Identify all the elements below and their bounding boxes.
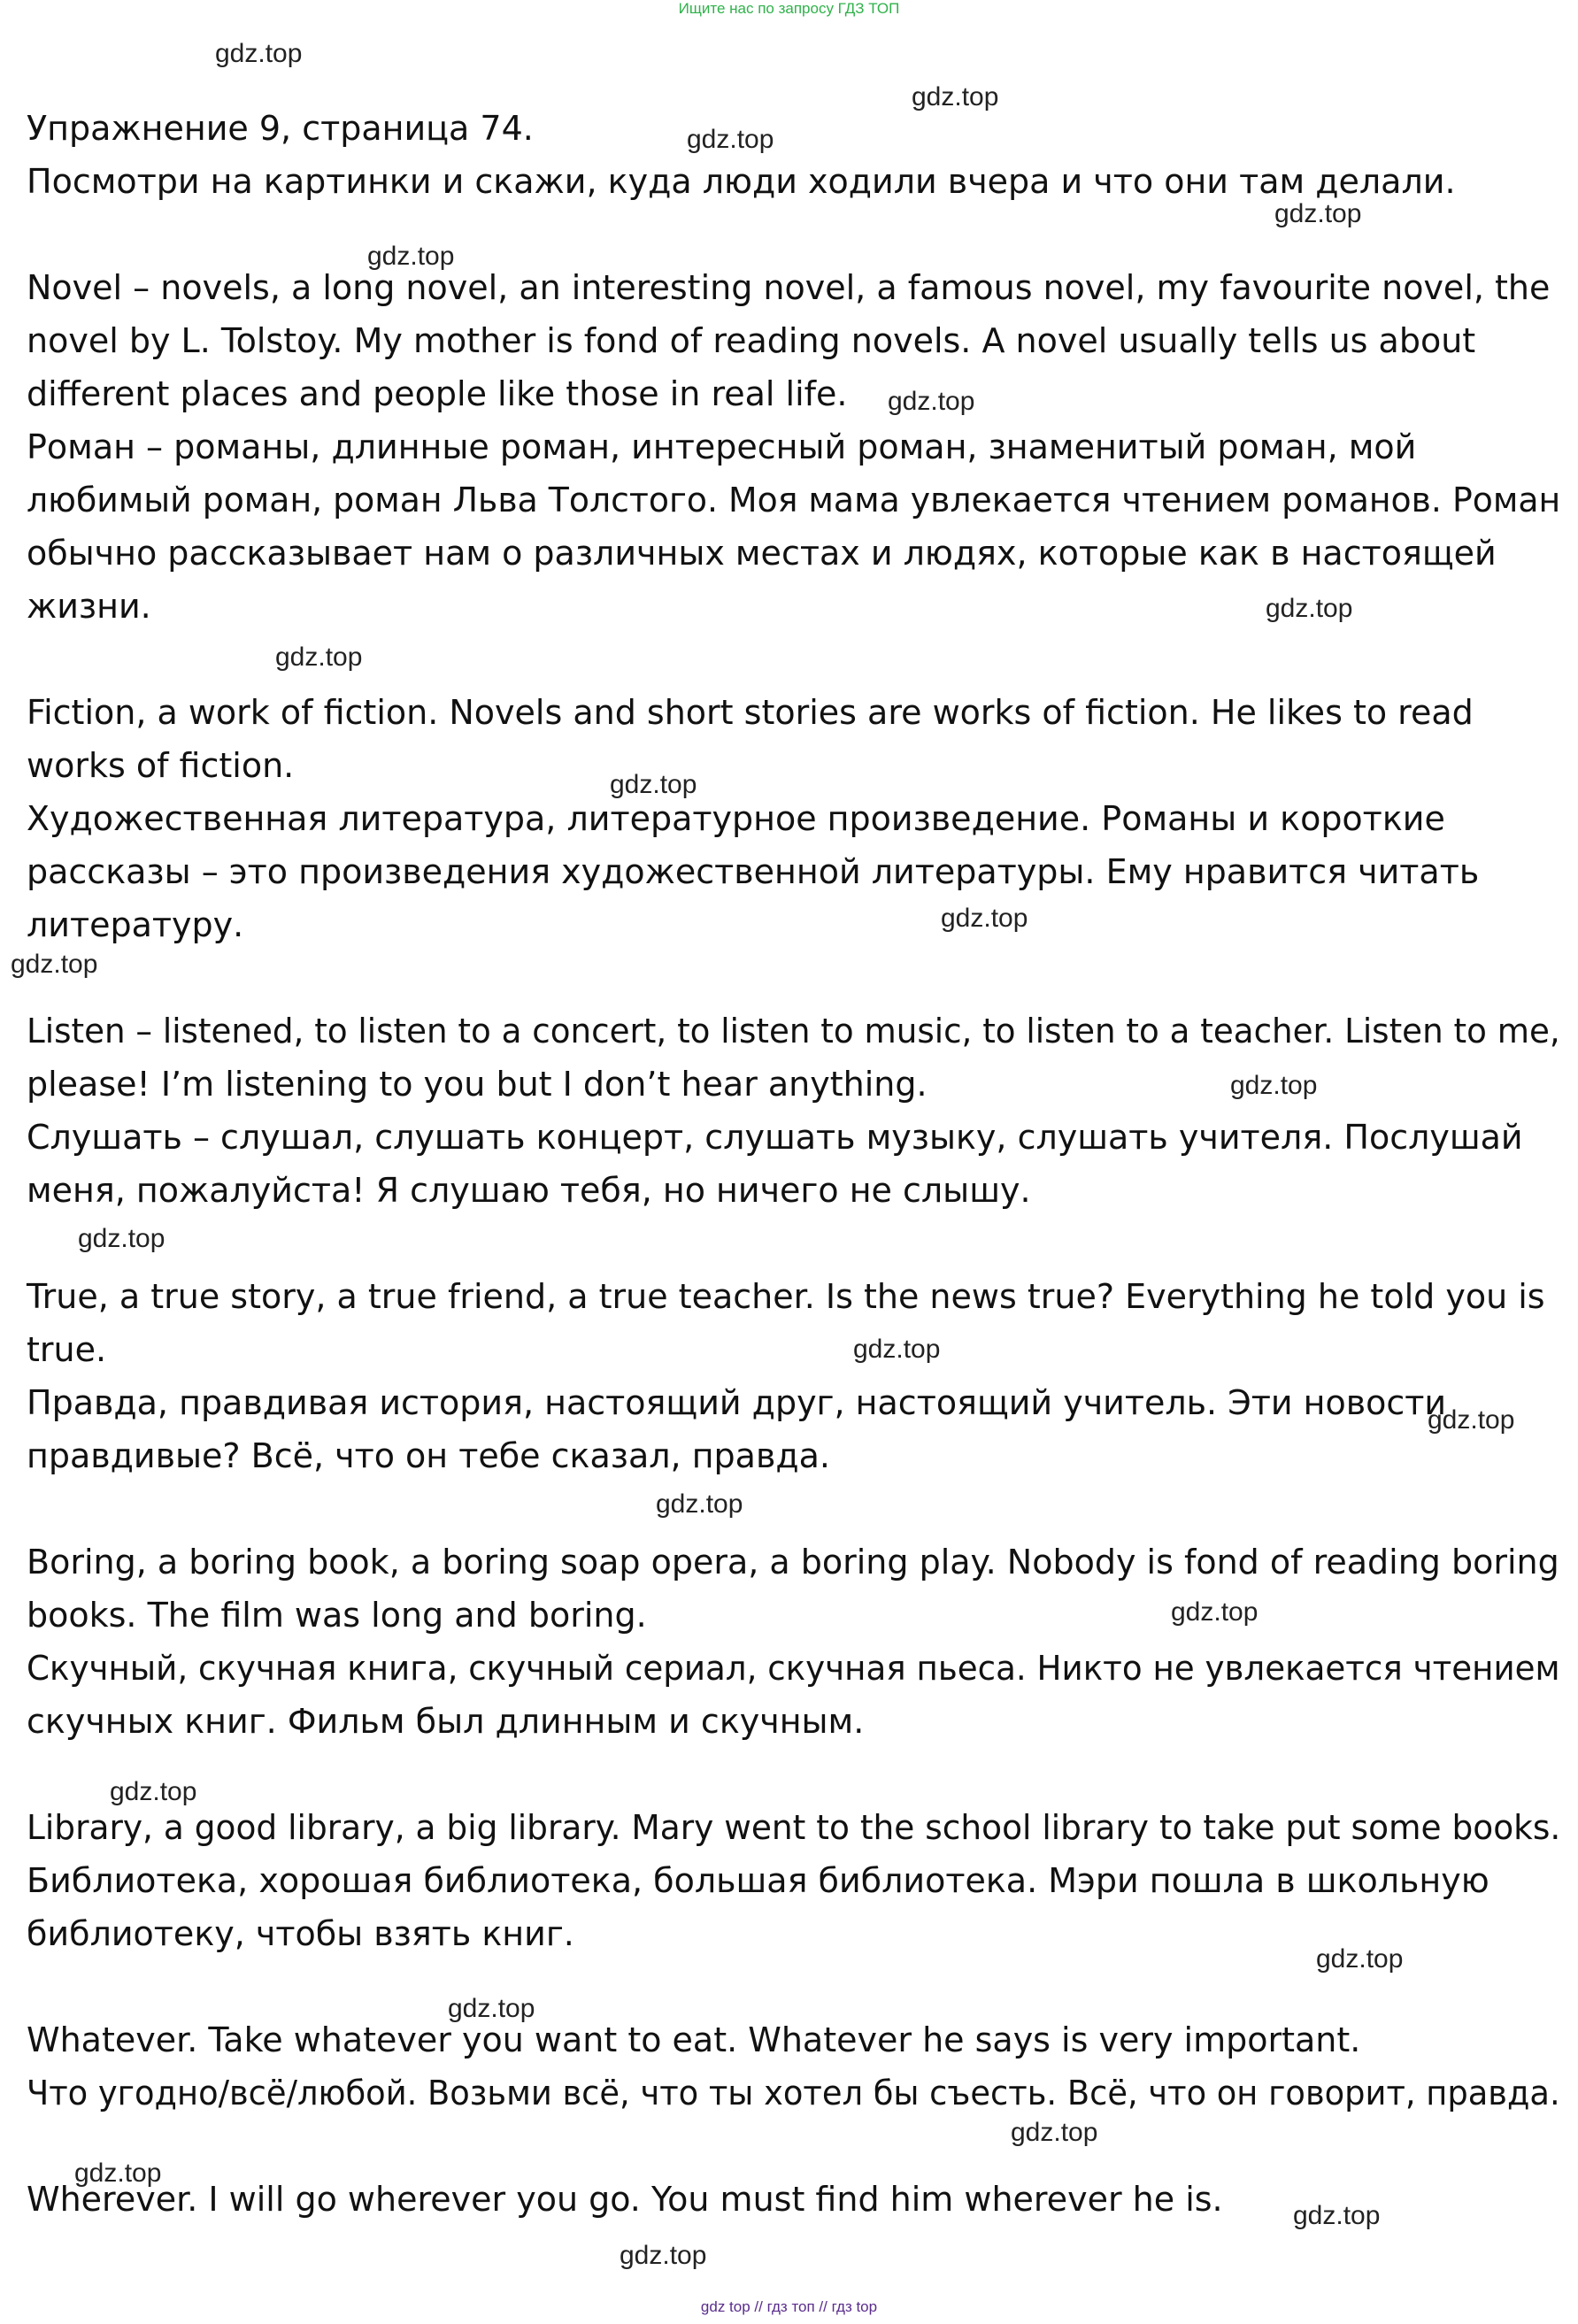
watermark: gdz.top: [1293, 2201, 1381, 2230]
text-line: Boring, a boring book, a boring soap opera, a boring play. Nobody is fond of reading boring: [27, 1543, 1559, 1581]
watermark: gdz.top: [1316, 1944, 1404, 1974]
text-line: novel by L. Tolstoy. My mother is fond of reading novels. A novel usually tells us about: [27, 321, 1476, 360]
text-line: Что угодно/всё/любой. Возьми всё, что ты хотел бы съесть. Всё, что он говорит, правда.: [27, 2074, 1560, 2112]
text-line: True, a true story, a true friend, a true teacher. Is the news true? Everything he told you is: [27, 1277, 1545, 1316]
watermark: gdz.top: [1230, 1071, 1318, 1100]
text-line: рассказы – это произведения художественной литературы. Ему нравится читать: [27, 852, 1480, 891]
text-line: Novel – novels, a long novel, an interesting novel, a famous novel, my favourite novel, the: [27, 268, 1551, 307]
text-line: Whatever. Take whatever you want to eat. Whatever he says is very important.: [27, 2020, 1361, 2059]
text-line: Fiction, a work of fiction. Novels and short stories are works of fiction. He likes to read: [27, 693, 1474, 732]
text-line: Listen – listened, to listen to a concert, to listen to music, to listen to a teacher. Listen to me,: [27, 1012, 1560, 1050]
watermark: gdz.top: [110, 1777, 197, 1806]
top-banner: Ищите нас по запросу ГДЗ ТОП: [678, 0, 900, 17]
task-text: Посмотри на картинки и скажи, куда люди ходили вчера и что они там делали.: [27, 162, 1456, 201]
text-line: Wherever. I will go wherever you go. You must find him wherever he is.: [27, 2180, 1223, 2219]
text-line: библиотеку, чтобы взять книг.: [27, 1914, 574, 1953]
text-line: Художественная литература, литературное произведение. Романы и короткие: [27, 799, 1445, 838]
text-line: Библиотека, хорошая библиотека, большая библиотека. Мэри пошла в школьную: [27, 1861, 1489, 1900]
watermark: gdz.top: [367, 242, 455, 271]
watermark: gdz.top: [215, 39, 303, 68]
text-line: литературу.: [27, 905, 244, 944]
watermark: gdz.top: [912, 82, 999, 112]
text-line: Слушать – слушал, слушать концерт, слушать музыку, слушать учителя. Послушай: [27, 1118, 1523, 1157]
text-line: Роман – романы, длинные роман, интересный роман, знаменитый роман, мой: [27, 427, 1417, 466]
watermark: gdz.top: [1428, 1405, 1515, 1435]
text-line: обычно рассказывает нам о различных местах и людях, которые как в настоящей: [27, 534, 1497, 573]
watermark: gdz.top: [941, 904, 1028, 933]
watermark: gdz.top: [78, 1224, 165, 1253]
watermark: gdz.top: [74, 2159, 162, 2188]
text-line: please! I’m listening to you but I don’t hear anything.: [27, 1065, 928, 1104]
text-line: works of fiction.: [27, 746, 295, 785]
watermark: gdz.top: [275, 643, 363, 672]
footer-links[interactable]: gdz top // гдз топ // гдз top: [700, 2298, 878, 2315]
watermark: gdz.top: [888, 387, 975, 416]
exercise-title: Упражнение 9, страница 74.: [27, 109, 534, 148]
text-line: Скучный, скучная книга, скучный сериал, скучная пьеса. Никто не увлекается чтением: [27, 1649, 1560, 1688]
text-line: Library, a good library, a big library. Mary went to the school library to take put some books.: [27, 1808, 1561, 1847]
watermark: gdz.top: [1266, 594, 1353, 623]
watermark: gdz.top: [11, 950, 98, 979]
watermark: gdz.top: [687, 125, 774, 154]
text-line: жизни.: [27, 587, 151, 626]
text-line: любимый роман, роман Льва Толстого. Моя мама увлекается чтением романов. Роман: [27, 481, 1561, 519]
watermark: gdz.top: [1011, 2118, 1098, 2147]
watermark: gdz.top: [1274, 199, 1362, 228]
watermark: gdz.top: [620, 2241, 707, 2270]
text-line: Правда, правдивая история, настоящий друг, настоящий учитель. Эти новости: [27, 1383, 1447, 1422]
text-line: скучных книг. Фильм был длинным и скучным.: [27, 1702, 865, 1741]
watermark: gdz.top: [656, 1489, 743, 1519]
text-line: меня, пожалуйста! Я слушаю тебя, но ничего не слышу.: [27, 1171, 1031, 1210]
watermark: gdz.top: [853, 1335, 941, 1364]
text-line: books. The film was long and boring.: [27, 1596, 647, 1635]
text-line: different places and people like those in real life.: [27, 374, 848, 413]
text-line: правдивые? Всё, что он тебе сказал, правда.: [27, 1436, 830, 1475]
watermark: gdz.top: [448, 1994, 535, 2023]
watermark: gdz.top: [610, 770, 697, 799]
watermark: gdz.top: [1171, 1597, 1259, 1627]
text-line: true.: [27, 1330, 107, 1369]
